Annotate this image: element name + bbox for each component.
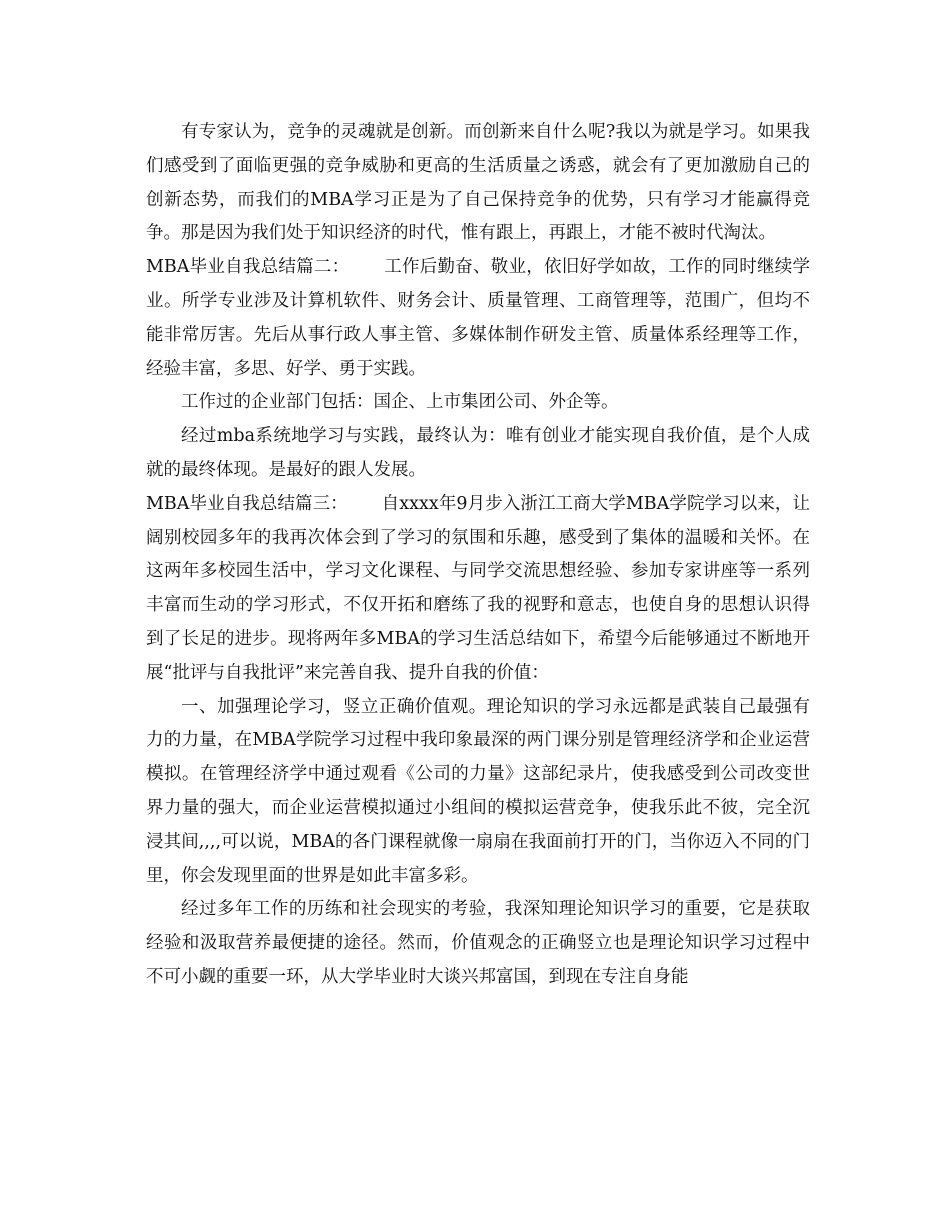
paragraph-text: 经过多年工作的历练和社会现实的考验，我深知理论知识学习的重要，它是获取经验和汲取营养最便捷的途径。然而，价值观念的正确竖立也是理论知识学习过程中不可小觑的重要一环，从大学毕业时大谈兴邦富国，到现在专注自身能 (146, 899, 810, 987)
heading-gap (348, 494, 382, 514)
paragraph-section-three (146, 488, 810, 691)
paragraph-experience (146, 893, 810, 994)
paragraph-text: 工作后勤奋、敬业，依旧好学如故，工作的同时继续学业。所学专业涉及计算机软件、财务会计、质量管理、工商管理等，范围广，但均不能非常厉害。先后从事行政人事主管、多媒体制作研发主管、质量体系经理等工作，经验丰富，多思、好学、勇于实践。 (146, 257, 810, 379)
section-heading: MBA毕业自我总结篇三： (146, 493, 348, 514)
paragraph-text: 工作过的企业部门包括：国企、上市集团公司、外企等。 (181, 392, 619, 413)
paragraph-companies (146, 386, 810, 420)
paragraph-section-two (146, 251, 810, 386)
heading-gap (349, 257, 384, 277)
paragraph-text: 经过mba系统地学习与实践，最终认为：唯有创业才能实现自我价值，是个人成就的最终体现。是最好的跟人发展。 (146, 426, 810, 480)
section-heading: MBA毕业自我总结篇二： (146, 257, 350, 278)
paragraph-text: 一、加强理论学习，竖立正确价值观。理论知识的学习永远都是武装自己最强有力的力量，在MBA学院学习过程中我印象最深的两门课分别是管理经济学和企业运营模拟。在管理经济学中通过观看《公司的力量》这部纪录片，使我感受到公司改变世界力量的强大，而企业运营模拟通过小组间的模拟运营竞争，使我乐此不彼，完全沉浸其间,,,,可以说，MBA的各门课程就像一扇扇在我面前打开的门，当你迈入不同的门里，你会发现里面的世界是如此丰富多彩。 (146, 696, 810, 886)
paragraph-conclusion (146, 420, 810, 488)
paragraph-text: 自xxxx年9月步入浙江工商大学MBA学院学习以来，让阔别校园多年的我再次体会到了学习的氛围和乐趣，感受到了集体的温暖和关怀。在这两年多校园生活中，学习文化课程、与同学交流思想经验、参加专家讲座等一系列丰富而生动的学习形式，不仅开拓和磨练了我的视野和意志，也使自身的思想认识得到了长足的进步。现将两年多MBA的学习生活总结如下，希望今后能够通过不断地开展“批评与自我批评”来完善自我、提升自我的价值： (146, 493, 810, 683)
paragraph-theory (146, 691, 810, 894)
paragraph-text: 有专家认为，竞争的灵魂就是创新。而创新来自什么呢?我以为就是学习。如果我们感受到了面临更强的竞争威胁和更高的生活质量之诱惑，就会有了更加激励自己的创新态势，而我们的MBA学习正是为了自己保持竞争的优势，只有学习才能赢得竞争。那是因为我们处于知识经济的时代，惟有跟上，再跟上，才能不被时代淘汰。 (146, 122, 810, 244)
document-body (146, 116, 810, 995)
paragraph-intro (146, 116, 810, 251)
